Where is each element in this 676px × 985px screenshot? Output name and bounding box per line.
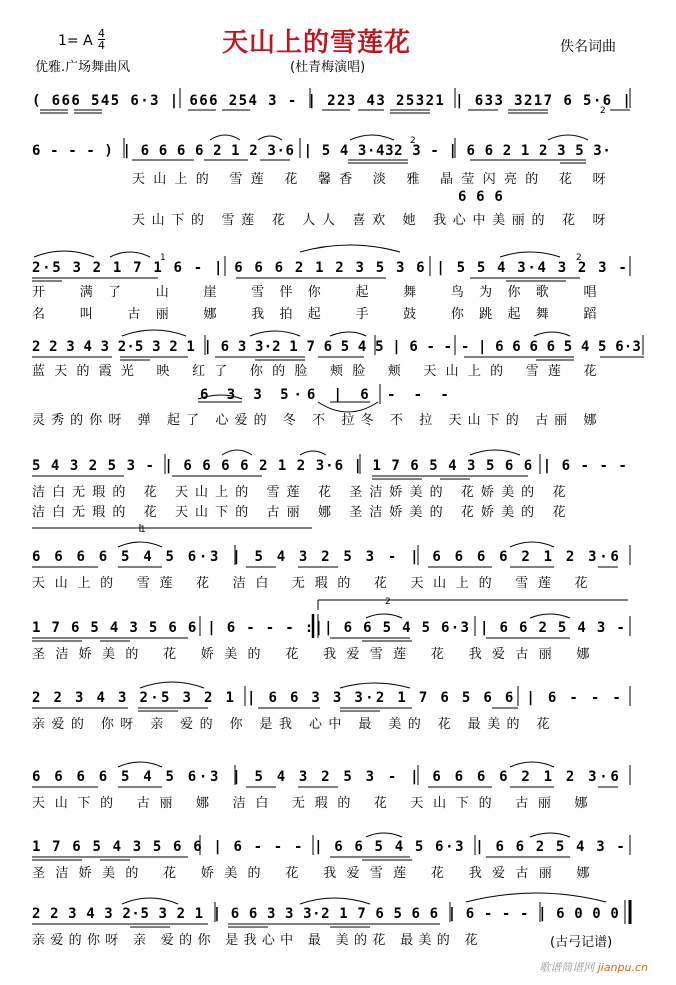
lyric-row-5: 天山上的 雪莲 花 洁白 无瑕的 花 天山上的 雪莲 花: [32, 576, 589, 591]
ending-label-1: 1: [140, 525, 146, 535]
lyric-row-6: 圣洁娇美的 花 娇美的 花 我爱雪莲 花 我爱古丽 娜: [32, 647, 590, 662]
lyric-row-8: 天山下的 古丽 娜 洁白 无瑕的 花 天山下的 古丽 娜: [32, 796, 589, 811]
singer-credit: (杜青梅演唱): [290, 60, 366, 75]
grace-mark-1: 2: [410, 136, 416, 146]
lyric-row-9: 圣洁娇美的 花 娇美的 花 我爱雪莲 花 我爱古丽 娜: [32, 866, 590, 881]
notes-row-10: 1 7 6 5 4 3 5 6 6 | 6 - - - | 6 6 5 4 5 6·3 | 6 6 2 5 4 3 -: [32, 839, 626, 855]
watermark-prefix: 歌谱简谱网: [539, 961, 598, 974]
ending-label-2: 2: [385, 597, 391, 607]
composer-credit: 佚名词曲: [560, 39, 616, 55]
notes-row-2: 6 - - - ) | 6 6 6 6 2 1 2 3·6 | 5 4 3·432 3 - | 6 6 2 1 2 3 5 3·: [32, 143, 612, 159]
notes-row-8: 2 2 3 4 3 2·5 3 2 1 | 6 6 3 3 3·2 1 7 6 5 6 6 | 6 - - -: [32, 690, 622, 706]
grace-mark-2: 2: [576, 253, 582, 263]
notes-row-6: 6 6 6 6 5 4 5 6·3 | 5 4 3 2 5 3 - | 6 6 6 6 2 1 2 3·6: [32, 549, 620, 565]
transcriber-credit: (古弓记谱): [550, 935, 613, 950]
notes-row-alt-2: 6 3 3 5·6 | 6 - - -: [200, 387, 450, 403]
notes-row-11: 2 2 3 4 3 2·5 3 2 1 | 6 6 3 3 3·2 1 7 6 5 6 6 | 6 - - - | 6 0 0 0: [32, 906, 620, 922]
lyric-row-10: 亲爱的你呀 亲 爱的你 是我心中 最 美的花 最美的 花: [32, 933, 478, 948]
song-title: 天山上的雪莲花: [222, 28, 412, 58]
notes-row-3: 2·5 3 2 1 7 1 6 - | 6 6 6 2 1 2 3 5 3 6 | 5 5 4 3·4 3 2 3 -: [32, 260, 628, 276]
lyric-row-1b: 天山下的 雪莲 花 人人 喜欢 她 我心中美丽的 花 呀: [132, 213, 606, 228]
lyric-row-4: 洁白无瑕的 花 天山上的 雪莲 花 圣洁娇美的 花娇美的 花: [32, 485, 567, 500]
notes-row-4: 2 2 3 4 3 2·5 3 2 1 | 6 3 3·2 1 7 6 5 4 5 | 6 - - - | 6 6 6 6 5 4 5 6·3: [32, 339, 642, 355]
lyric-row-1: 天山上的 雪莲 花 馨香 淡 雅 晶莹闪亮的 花 呀: [132, 172, 606, 187]
notes-row-1: ( 666 545 6·3 | 666 254 3 - | 223 43 25321 | 633 3217 6 5·6 |: [32, 93, 632, 109]
watermark: [539, 959, 648, 975]
notes-row-7: 1 7 6 5 4 3 5 6 6 | 6 - - - :|| 6 6 5 4 5 6·3 | 6 6 2 5 4 3 -: [32, 620, 626, 636]
watermark-site: jianpu.cn: [597, 961, 648, 974]
lyric-row-3b: 灵秀的你呀 弹 起了 心爱的 冬 不 拉冬 不 拉 天山下的 古丽 娜: [32, 413, 597, 428]
style-note: 优雅.广场舞曲风: [35, 60, 131, 75]
grace-mark-3: 2: [600, 106, 606, 116]
grace-mark-4: 1: [160, 253, 166, 263]
notes-row-alt-1: 6 6 6: [458, 189, 504, 205]
lyric-row-3: 蓝天的霞光 映 红了 你的脸 颊脸 颊 天山上的 雪莲 花: [32, 364, 597, 379]
notes-row-5: 5 4 3 2 5 3 - | 6 6 6 6 2 1 2 3·6 | 1 7 6 5 4 3 5 6 6 | 6 - - -: [32, 458, 628, 474]
lyric-row-7: 亲爱的 你呀 亲 爱的 你 是我 心中 最 美的 花 最美的 花: [32, 717, 550, 732]
lyric-row-2: 开 满了 山 崖 雪伴你 起 舞 鸟为你歌 唱: [32, 285, 597, 300]
meter-top: 4: [98, 27, 105, 40]
key-signature: 1= A: [58, 33, 93, 49]
lyric-row-2b: 名 叫 古丽 娜 我拍起 手 鼓 你跳起舞 蹈: [32, 307, 597, 322]
lyric-row-4b: 洁白无瑕的 花 天山下的 古丽 娜 圣洁娇美的 花娇美的 花: [32, 505, 567, 520]
meter-bottom: 4: [98, 39, 105, 52]
notes-row-9: 6 6 6 6 5 4 5 6·3 | 5 4 3 2 5 3 - | 6 6 6 6 2 1 2 3·6: [32, 769, 620, 785]
